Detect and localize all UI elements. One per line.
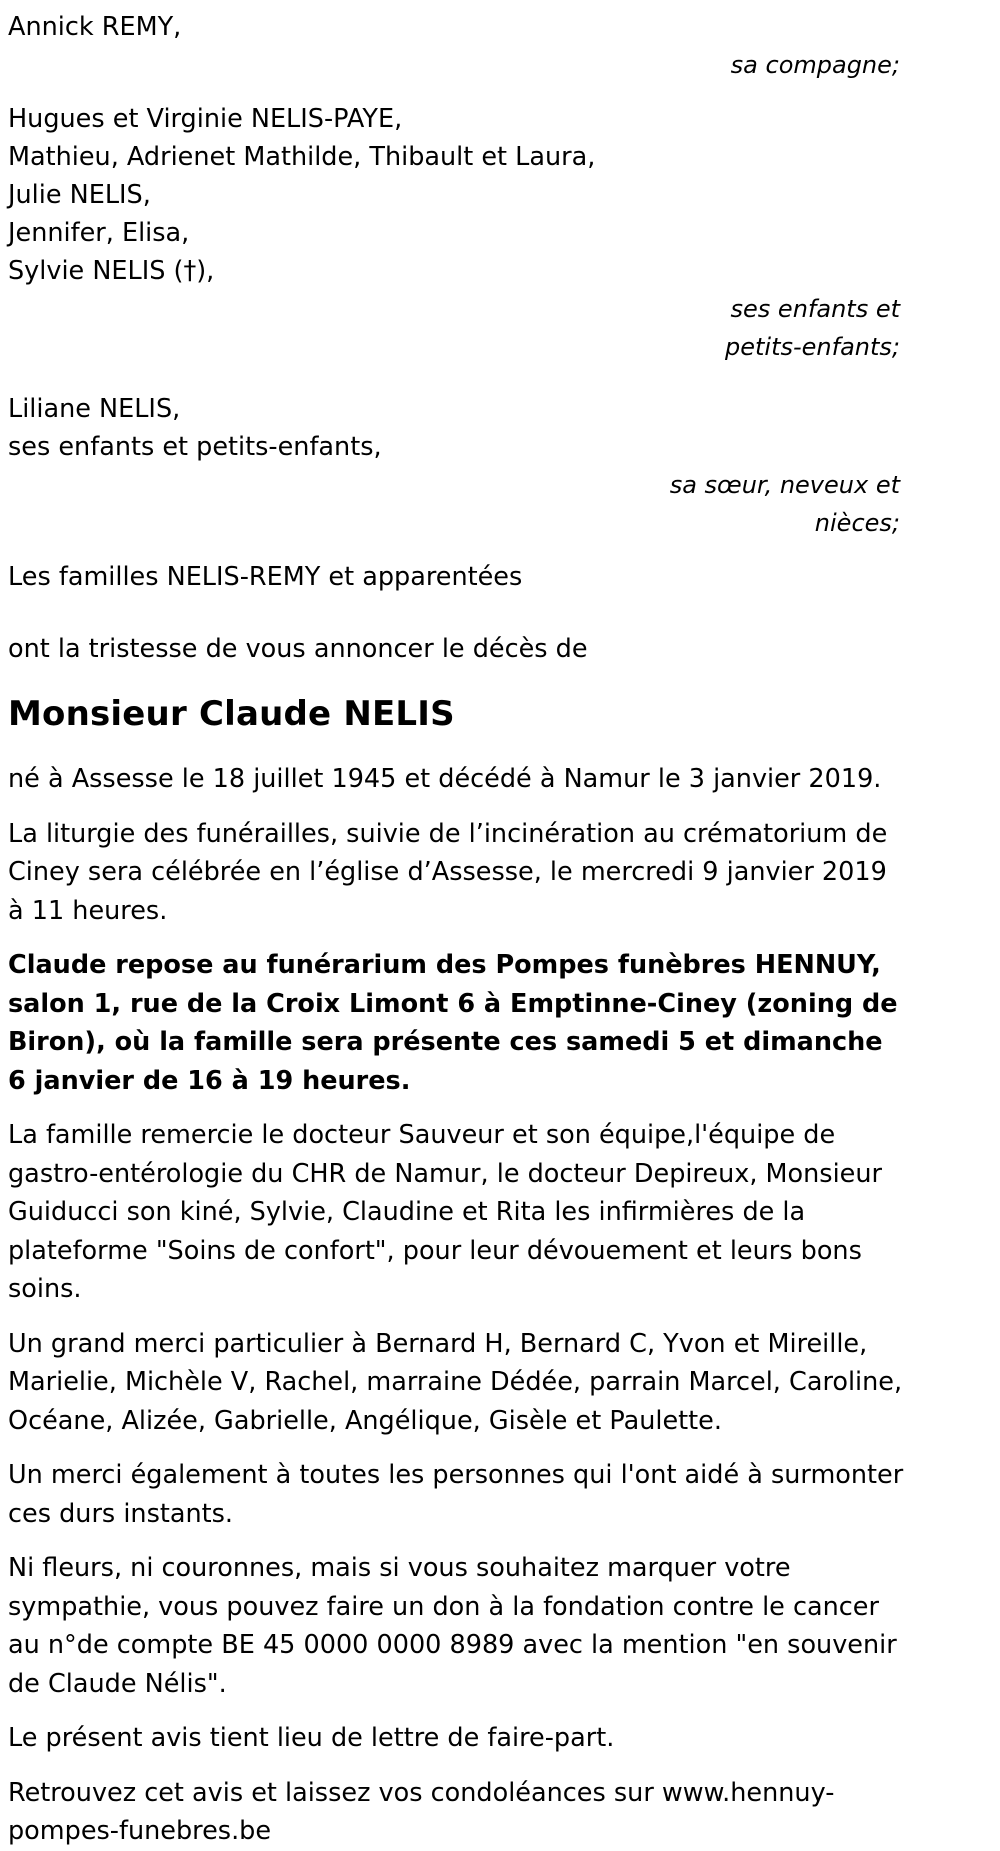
kin-group-families: Les familles NELIS-REMY et apparentées: [8, 562, 523, 592]
spacer: [8, 542, 992, 558]
kin-group-sister: [8, 390, 992, 542]
website-note: Retrouvez cet avis et laissez vos condoléances sur www.hennuy-pompes-funebres.be: [8, 1777, 835, 1846]
spacer: [8, 84, 992, 100]
kin-name-line: Liliane NELIS,: [8, 394, 181, 424]
birth-death-details: né à Assesse le 18 juillet 1945 et décédé à Namur le 3 janvier 2019.: [8, 764, 882, 794]
spacer: [8, 799, 992, 815]
spacer: [8, 366, 992, 390]
kin-group-partner: [8, 8, 992, 84]
kin-name-line: Jennifer, Elisa,: [8, 218, 190, 248]
announcement-intro: ont la tristesse de vous annoncer le décès de: [8, 634, 588, 664]
kin-relation-label-line2: nièces;: [814, 509, 900, 537]
kin-name-line: ses enfants et petits-enfants,: [8, 432, 382, 462]
spacer: [8, 1703, 992, 1719]
kin-name-line: Annick REMY,: [8, 12, 182, 42]
spacer: [8, 736, 992, 760]
spacer: [8, 1440, 992, 1456]
kin-relation-label-line1: sa sœur, neveux et: [669, 471, 900, 499]
visitation-details: Claude repose au funérarium des Pompes funèbres HENNUY, salon 1, rue de la Croix Limont 6 à Emptinne-Ciney (zoning de Biron), où la famille sera présente ces samedi 5 et dimanche 6 janvier de 16 à 19 heures.: [8, 950, 898, 1096]
ceremony-details: La liturgie des funérailles, suivie de l’incinération au crématorium de Ciney sera célébrée en l’église d’Assesse, le mercredi 9 janvier 2019 à 11 heures.: [8, 818, 888, 926]
spacer: [8, 596, 992, 630]
thanks-medical: La famille remercie le docteur Sauveur et son équipe,l'équipe de gastro-entérologie du CHR de Namur, le docteur Depireux, Monsieur Guiducci son kiné, Sylvie, Claudine et Rita les infirmières de la plateforme "Soins de confort", pour leur dévouement et leurs bons soins.: [8, 1120, 883, 1304]
kin-relation-label-line2: petits-enfants;: [725, 333, 900, 361]
thanks-personal: Un grand merci particulier à Bernard H, Bernard C, Yvon et Mireille, Marielie, Michèle V, Rachel, marraine Dédée, parrain Marcel, Caroline, Océane, Alizée, Gabrielle, Angélique, Gisèle et Paulette.: [8, 1328, 903, 1436]
thanks-general: Un merci également à toutes les personnes qui l'ont aidé à surmonter ces durs instants.: [8, 1460, 904, 1529]
kin-group-children: [8, 100, 992, 366]
spacer: [8, 668, 992, 692]
kin-name-line: Mathieu, Adrienet Mathilde, Thibault et Laura,: [8, 142, 596, 172]
deceased-name: Monsieur Claude NELIS: [8, 694, 455, 734]
spacer: [8, 1758, 992, 1774]
kin-name-line: Sylvie NELIS (†),: [8, 256, 215, 286]
kin-relation-label-line1: ses enfants et: [730, 295, 900, 323]
spacer: [8, 930, 992, 946]
kin-name-line: Julie NELIS,: [8, 180, 151, 210]
spacer: [8, 1533, 992, 1549]
spacer: [8, 1100, 992, 1116]
kin-name-line: Hugues et Virginie NELIS-PAYE,: [8, 104, 403, 134]
donation-request: Ni fleurs, ni couronnes, mais si vous souhaitez marquer votre sympathie, vous pouvez faire un don à la fondation contre le cancer au n°de compte BE 45 0000 0000 8989 avec la mention "en souvenir de Claude Nélis".: [8, 1553, 897, 1699]
faire-part-notice: Le présent avis tient lieu de lettre de faire-part.: [8, 1723, 615, 1753]
spacer: [8, 1309, 992, 1325]
kin-relation-label: sa compagne;: [730, 51, 900, 79]
